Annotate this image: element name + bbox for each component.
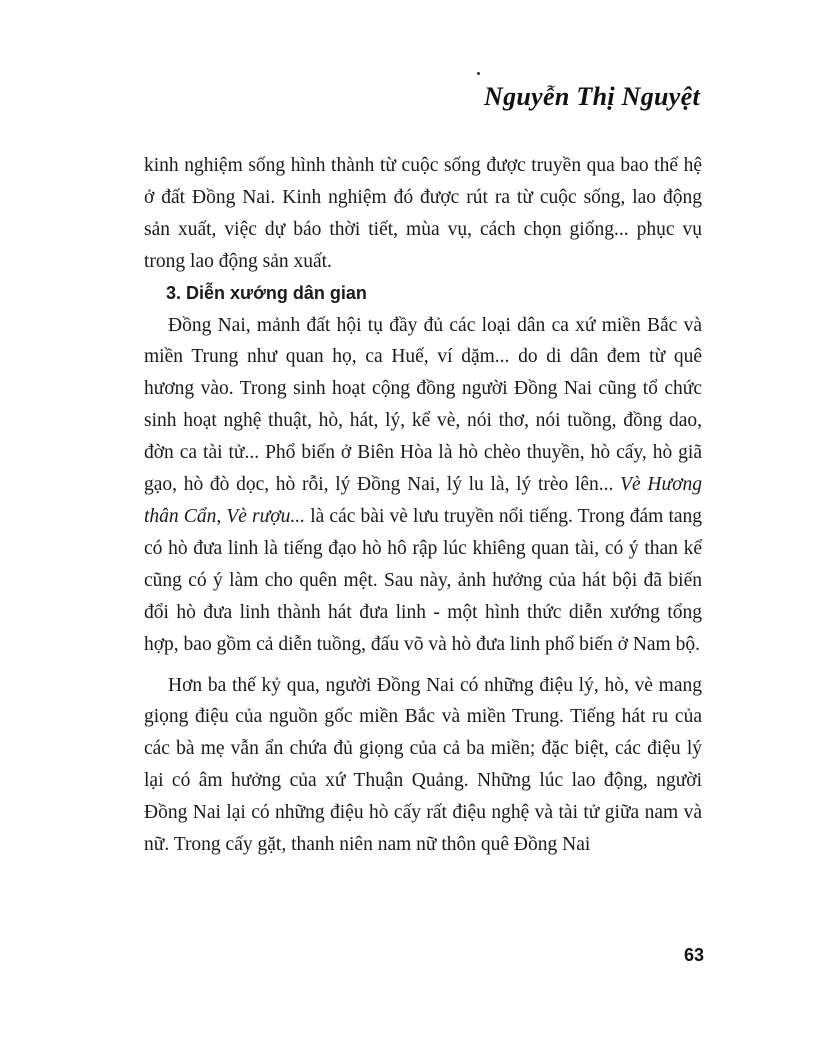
italic-song-titles: Vè Hương thân Cẩn, Vè rượu... [144,474,703,527]
running-head-author: Nguyễn Thị Nguyệt [484,82,700,111]
paragraph-folk-performance [144,310,702,661]
paragraph-text: là các bài vè lưu truyền nổi tiếng. Trong đám tang có hò đưa linh là tiếng đạo hò hô rập lúc khiêng quan tài, có ý than kể cũng có ý làm cho quên mệt. Sau này, ảnh hưởng của hát bội đã biến đổi hò đưa linh thành hát đưa linh - một hình thức diễn xướng tổng hợp, bao gồm cả diễn tuồng, đấu võ và hò đưa linh phổ biến ở Nam bộ. [144,505,703,655]
section-heading: 3. Diễn xướng dân gian [166,282,367,303]
body-text [144,150,702,861]
paragraph-three-centuries: Hơn ba thế kỷ qua, người Đồng Nai có những điệu lý, hò, vè mang giọng điệu của nguồn gốc miền Bắc và miền Trung. Tiếng hát ru của các bà mẹ vẫn ẩn chứa đủ giọng của cả ba miền; đặc biệt, các điệu lý lại có âm hưởng của xứ Thuận Quảng. Những lúc lao động, người Đồng Nai lại có những điệu hò cấy rất điệu nghệ và tài tử giữa nam và nữ. Trong cấy gặt, thanh niên nam nữ thôn quê Đồng Nai [144,674,702,856]
paragraph-text: Đồng Nai, mảnh đất hội tụ đầy đủ các loại dân ca xứ miền Bắc và miền Trung như quan họ, ca Huế, ví dặm... do di dân đem từ quê hương vào. Trong sinh hoạt cộng đồng người Đồng Nai cũng tổ chức sinh hoạt nghệ thuật, hò, hát, lý, kể vè, nói thơ, nói tuồng, đồng dao, đờn ca tài tử... Phổ biến ở Biên Hòa là hò chèo thuyền, hò cấy, hò giã gạo, hò đò dọc, hò rỗi, lý Đồng Nai, lý lu là, lý trèo lên... [144,314,702,496]
ink-speck [477,72,480,75]
paragraph-continued: kinh nghiệm sống hình thành từ cuộc sống được truyền qua bao thế hệ ở đất Đồng Nai. Kinh nghiệm đó được rút ra từ cuộc sống, lao động sản xuất, việc dự báo thời tiết, mùa vụ, cách chọn giống... phục vụ trong lao động sản xuất. [144,155,702,272]
page-number: 63 [684,945,705,965]
